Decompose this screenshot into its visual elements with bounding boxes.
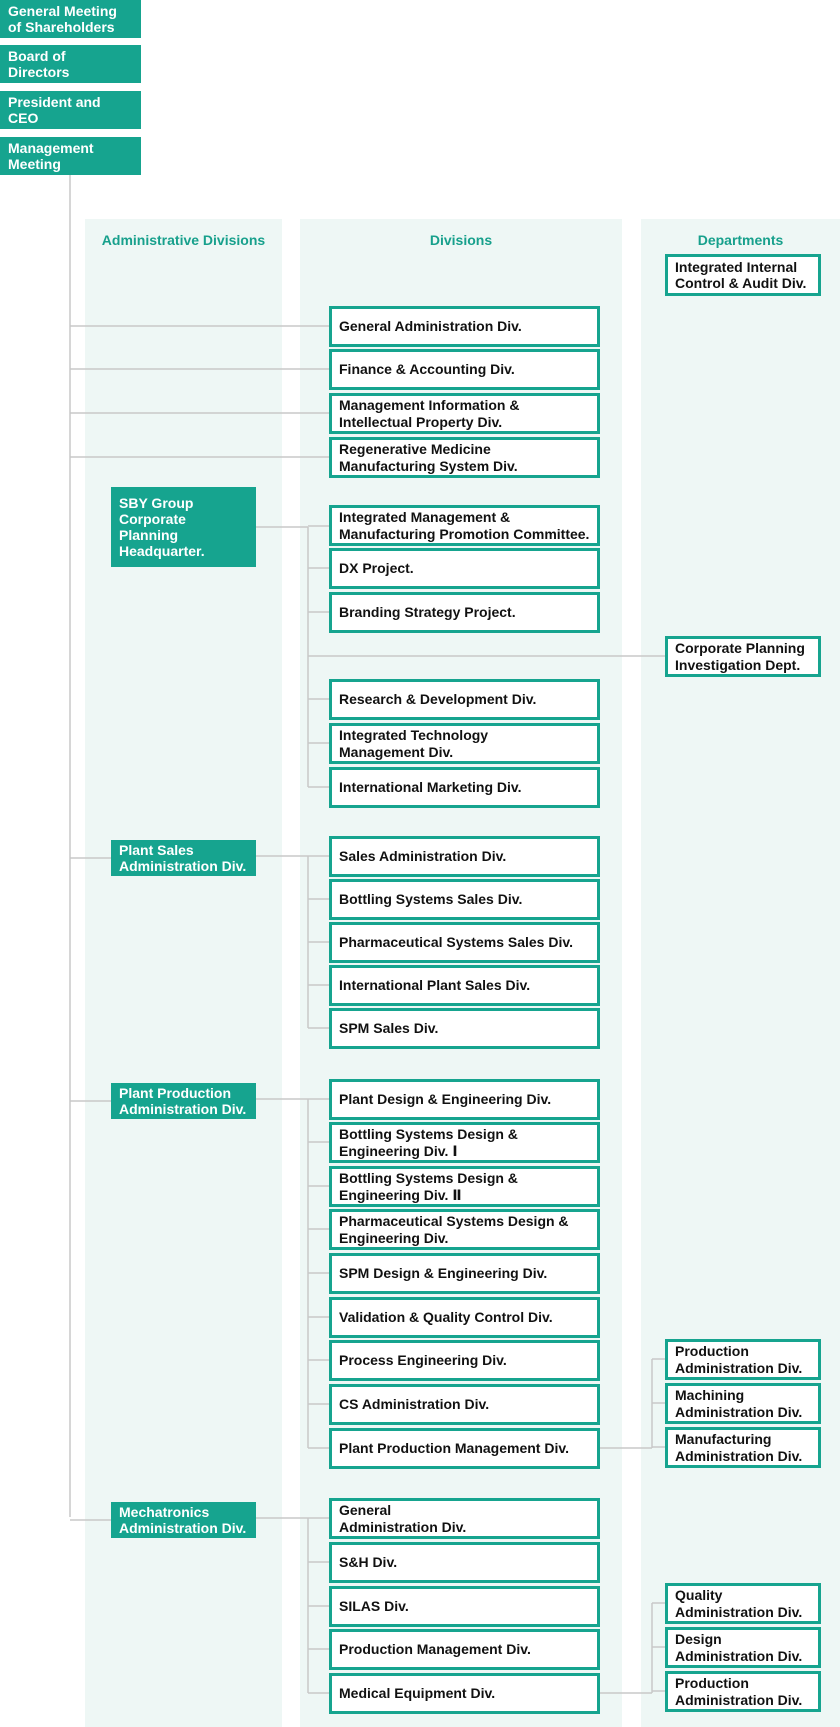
management-meeting-box: Management Meeting — [0, 137, 141, 175]
department-box: Corporate Planning Investigation Dept. — [665, 636, 821, 677]
audit-department-box: Integrated Internal Control & Audit Div. — [665, 254, 821, 296]
division-box: Pharmaceutical Systems Sales Div. — [329, 922, 600, 963]
division-box: Research & Development Div. — [329, 679, 600, 720]
department-box: Manufacturing Administration Div. — [665, 1427, 821, 1468]
division-box: Bottling Systems Design & Engineering Div. Ⅰ — [329, 1122, 600, 1163]
department-box: Production Administration Div. — [665, 1671, 821, 1712]
division-box: General Administration Div. — [329, 306, 600, 347]
division-box: International Marketing Div. — [329, 767, 600, 808]
division-box: Management Information & Intellectual Property Div. — [329, 393, 600, 434]
department-box: Quality Administration Div. — [665, 1583, 821, 1624]
division-box: Plant Production Management Div. — [329, 1428, 600, 1469]
division-box: Branding Strategy Project. — [329, 592, 600, 633]
division-box: S&H Div. — [329, 1542, 600, 1583]
admin-division-box: Plant Sales Administration Div. — [111, 840, 256, 876]
division-box: DX Project. — [329, 548, 600, 589]
division-box: Pharmaceutical Systems Design & Engineering Div. — [329, 1209, 600, 1250]
division-box: Production Management Div. — [329, 1629, 600, 1670]
division-box: CS Administration Div. — [329, 1384, 600, 1425]
division-box: SPM Design & Engineering Div. — [329, 1253, 600, 1294]
general-meeting-box: General Meeting of Shareholders — [0, 0, 141, 38]
division-box: Bottling Systems Sales Div. — [329, 879, 600, 920]
president-ceo-box: President and CEO — [0, 91, 141, 129]
division-box: Plant Design & Engineering Div. — [329, 1079, 600, 1120]
division-box: Integrated Management & Manufacturing Promotion Committee. — [329, 505, 600, 546]
department-box: Machining Administration Div. — [665, 1383, 821, 1424]
division-box: Process Engineering Div. — [329, 1340, 600, 1381]
divisions-column-header: Divisions — [429, 232, 493, 248]
departments-column-header: Departments — [697, 232, 784, 248]
admin-division-box: SBY Group Corporate Planning Headquarter. — [111, 487, 256, 567]
division-box: Validation & Quality Control Div. — [329, 1297, 600, 1338]
admin-column-header: Administrative Divisions — [101, 232, 266, 248]
board-of-directors-box: Board of Directors — [0, 45, 141, 83]
department-box: Design Administration Div. — [665, 1627, 821, 1668]
admin-division-box: Plant Production Administration Div. — [111, 1083, 256, 1119]
division-box: Sales Administration Div. — [329, 836, 600, 877]
division-box: Bottling Systems Design & Engineering Div. Ⅱ — [329, 1166, 600, 1207]
division-box: General Administration Div. — [329, 1498, 600, 1539]
division-box: International Plant Sales Div. — [329, 965, 600, 1006]
division-box: Medical Equipment Div. — [329, 1673, 600, 1714]
division-box: Finance & Accounting Div. — [329, 349, 600, 390]
admin-division-box: Mechatronics Administration Div. — [111, 1502, 256, 1538]
division-box: SPM Sales Div. — [329, 1008, 600, 1049]
division-box: Integrated Technology Management Div. — [329, 723, 600, 764]
division-box: Regenerative Medicine Manufacturing System Div. — [329, 437, 600, 478]
department-box: Production Administration Div. — [665, 1339, 821, 1380]
division-box: SILAS Div. — [329, 1586, 600, 1627]
